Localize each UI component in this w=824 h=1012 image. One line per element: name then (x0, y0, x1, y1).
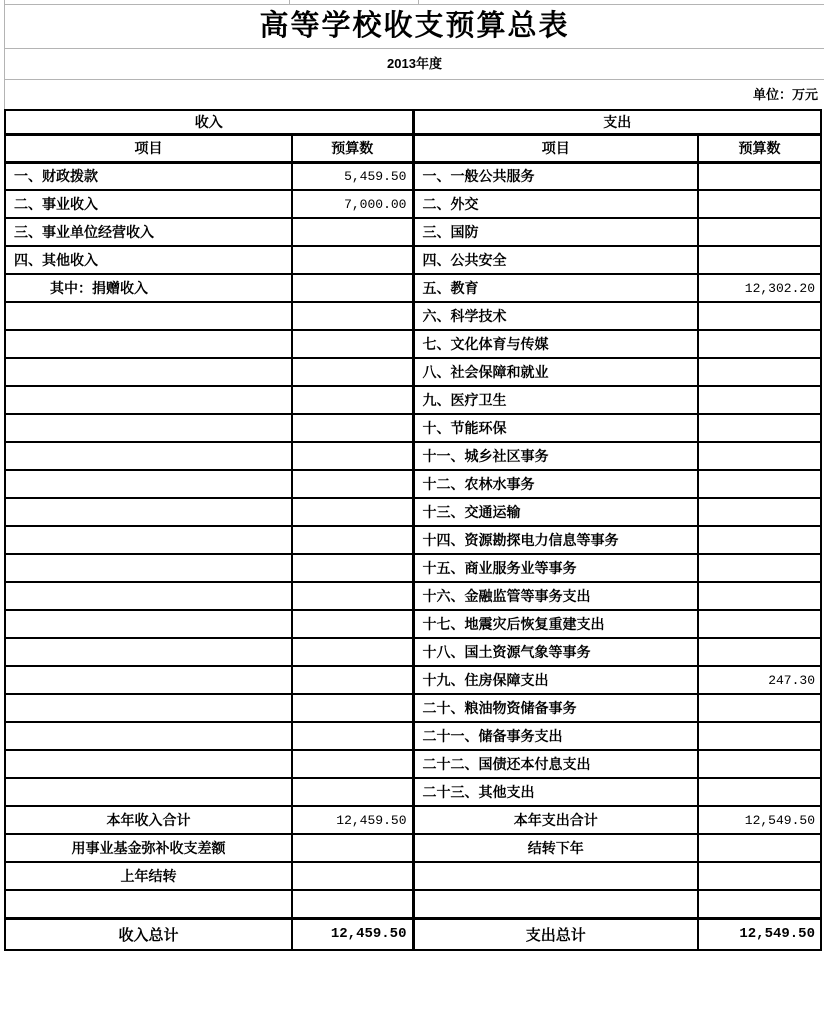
expense-value-cell (698, 218, 821, 246)
income-item-cell: 其中：捐赠收入 (5, 274, 292, 302)
income-item-cell (5, 554, 292, 582)
income-value-cell (292, 414, 413, 442)
expense-value-cell (698, 442, 821, 470)
section-header-row (5, 110, 821, 134)
income-value-cell (292, 554, 413, 582)
income-item-cell (5, 722, 292, 750)
expense-value-cell (698, 750, 821, 778)
gridline-stub (418, 0, 419, 4)
expense-value-cell (698, 526, 821, 554)
income-value-cell (292, 246, 413, 274)
income-item-cell (5, 526, 292, 554)
expense-carryover-next-value (698, 834, 821, 862)
expense-total-label: 支出总计 (413, 918, 698, 950)
expense-value-cell (698, 414, 821, 442)
table-row (5, 666, 821, 694)
expense-value-cell (698, 358, 821, 386)
expense-item-cell: 十六、金融监管等事务支出 (413, 582, 698, 610)
income-value-cell: 7,000.00 (292, 190, 413, 218)
income-value-cell (292, 778, 413, 806)
expense-item-cell: 二、外交 (413, 190, 698, 218)
income-item-cell: 三、事业单位经营收入 (5, 218, 292, 246)
table-row (5, 722, 821, 750)
table-row (5, 778, 821, 806)
income-value-cell (292, 722, 413, 750)
income-value-cell (292, 442, 413, 470)
table-row (5, 638, 821, 666)
expense-item-cell: 十四、资源勘探电力信息等事务 (413, 526, 698, 554)
table-row (5, 414, 821, 442)
table-row (5, 582, 821, 610)
expense-value-cell (698, 694, 821, 722)
income-item-cell: 四、其他收入 (5, 246, 292, 274)
table-row (5, 750, 821, 778)
income-value-cell (292, 582, 413, 610)
table-row (5, 610, 821, 638)
expense-subtotal-value: 12,549.50 (698, 806, 821, 834)
table-row (5, 162, 821, 190)
income-value-cell (292, 694, 413, 722)
income-subtotal-value: 12,459.50 (292, 806, 413, 834)
income-value-cell (292, 274, 413, 302)
adjustment-row (5, 834, 821, 862)
expense-value-cell (698, 302, 821, 330)
expense-item-cell: 八、社会保障和就业 (413, 358, 698, 386)
income-value-cell (292, 218, 413, 246)
expense-item-cell: 十五、商业服务业等事务 (413, 554, 698, 582)
income-value-cell (292, 666, 413, 694)
title-block (4, 0, 824, 109)
income-item-cell (5, 414, 292, 442)
expense-value-cell (698, 470, 821, 498)
income-value-cell: 5,459.50 (292, 162, 413, 190)
expense-item-cell (413, 890, 698, 918)
table-row (5, 498, 821, 526)
income-item-cell (5, 778, 292, 806)
table-row (5, 526, 821, 554)
income-total-value: 12,459.50 (292, 918, 413, 950)
fiscal-year-label: 2013年度 (5, 49, 824, 80)
table-row (5, 386, 821, 414)
expense-value-cell (698, 498, 821, 526)
expense-carryover-next-label: 结转下年 (413, 834, 698, 862)
expense-item-cell: 七、文化体育与传媒 (413, 330, 698, 358)
expense-value-cell (698, 778, 821, 806)
expense-item-cell: 十二、农林水事务 (413, 470, 698, 498)
expense-item-cell: 十、节能环保 (413, 414, 698, 442)
adjustment-row (5, 862, 821, 890)
expense-value-cell (698, 330, 821, 358)
expense-item-cell: 三、国防 (413, 218, 698, 246)
top-gridline-strip (5, 0, 824, 5)
expense-item-cell: 二十三、其他支出 (413, 778, 698, 806)
expense-item-cell: 二十、粮油物资储备事务 (413, 694, 698, 722)
income-value-cell (292, 526, 413, 554)
income-item-cell (5, 470, 292, 498)
expense-value-cell (698, 554, 821, 582)
income-item-cell (5, 666, 292, 694)
table-row (5, 190, 821, 218)
expense-subtotal-label: 本年支出合计 (413, 806, 698, 834)
expense-value-cell (698, 862, 821, 890)
expense-item-header: 项目 (413, 134, 698, 162)
income-item-cell (5, 750, 292, 778)
gridline-stub (289, 0, 290, 4)
table-row (5, 218, 821, 246)
expense-item-cell (413, 862, 698, 890)
income-item-cell (5, 638, 292, 666)
expense-total-value: 12,549.50 (698, 918, 821, 950)
column-header-row (5, 134, 821, 162)
page-title: 高等学校收支预算总表 (5, 5, 824, 49)
table-row (5, 246, 821, 274)
income-item-cell: 二、事业收入 (5, 190, 292, 218)
expense-item-cell: 十三、交通运输 (413, 498, 698, 526)
expense-item-cell: 十八、国土资源气象等事务 (413, 638, 698, 666)
expense-item-cell: 四、公共安全 (413, 246, 698, 274)
income-prev-carryover-value (292, 862, 413, 890)
expense-item-cell: 一、一般公共服务 (413, 162, 698, 190)
income-prev-carryover-label: 上年结转 (5, 862, 292, 890)
expense-value-cell (698, 162, 821, 190)
income-value-cell (292, 890, 413, 918)
table-row (5, 554, 821, 582)
expense-value-cell: 12,302.20 (698, 274, 821, 302)
income-item-cell (5, 694, 292, 722)
income-total-label: 收入总计 (5, 918, 292, 950)
income-item-cell (5, 610, 292, 638)
expense-item-cell: 六、科学技术 (413, 302, 698, 330)
income-value-cell (292, 386, 413, 414)
income-value-cell (292, 302, 413, 330)
income-value-cell (292, 498, 413, 526)
income-value-cell (292, 750, 413, 778)
expense-item-cell: 十七、地震灾后恢复重建支出 (413, 610, 698, 638)
income-value-cell (292, 358, 413, 386)
table-row (5, 442, 821, 470)
income-subtotal-label: 本年收入合计 (5, 806, 292, 834)
table-row (5, 470, 821, 498)
table-row (5, 330, 821, 358)
income-value-cell (292, 638, 413, 666)
income-item-cell (5, 302, 292, 330)
table-row (5, 302, 821, 330)
income-item-cell (5, 358, 292, 386)
table-row (5, 358, 821, 386)
expense-value-cell (698, 190, 821, 218)
expense-value-cell (698, 582, 821, 610)
expense-value-cell (698, 246, 821, 274)
income-item-cell (5, 582, 292, 610)
expense-item-cell: 十九、住房保障支出 (413, 666, 698, 694)
income-section-header: 收入 (5, 110, 413, 134)
income-budget-header: 预算数 (292, 134, 413, 162)
expense-item-cell: 二十二、国债还本付息支出 (413, 750, 698, 778)
income-item-cell (5, 386, 292, 414)
unit-label: 单位：万元 (752, 87, 818, 102)
income-fund-adjust-value (292, 834, 413, 862)
expense-value-cell: 247.30 (698, 666, 821, 694)
expense-section-header: 支出 (413, 110, 821, 134)
blank-row (5, 890, 821, 918)
expense-item-cell: 二十一、储备事务支出 (413, 722, 698, 750)
income-item-cell (5, 442, 292, 470)
expense-item-cell: 五、教育 (413, 274, 698, 302)
expense-item-cell: 九、医疗卫生 (413, 386, 698, 414)
table-row (5, 694, 821, 722)
income-value-cell (292, 610, 413, 638)
expense-item-cell: 十一、城乡社区事务 (413, 442, 698, 470)
budget-table (4, 109, 822, 951)
income-value-cell (292, 470, 413, 498)
table-row (5, 274, 821, 302)
expense-value-cell (698, 386, 821, 414)
income-item-cell: 一、财政拨款 (5, 162, 292, 190)
grand-total-row (5, 918, 821, 950)
income-value-cell (292, 330, 413, 358)
expense-value-cell (698, 722, 821, 750)
expense-value-cell (698, 638, 821, 666)
income-item-cell (5, 890, 292, 918)
expense-budget-header: 预算数 (698, 134, 821, 162)
expense-value-cell (698, 890, 821, 918)
subtotal-row (5, 806, 821, 834)
income-item-cell (5, 330, 292, 358)
income-fund-adjust-label: 用事业基金弥补收支差额 (5, 834, 292, 862)
income-item-cell (5, 498, 292, 526)
income-item-header: 项目 (5, 134, 292, 162)
expense-value-cell (698, 610, 821, 638)
